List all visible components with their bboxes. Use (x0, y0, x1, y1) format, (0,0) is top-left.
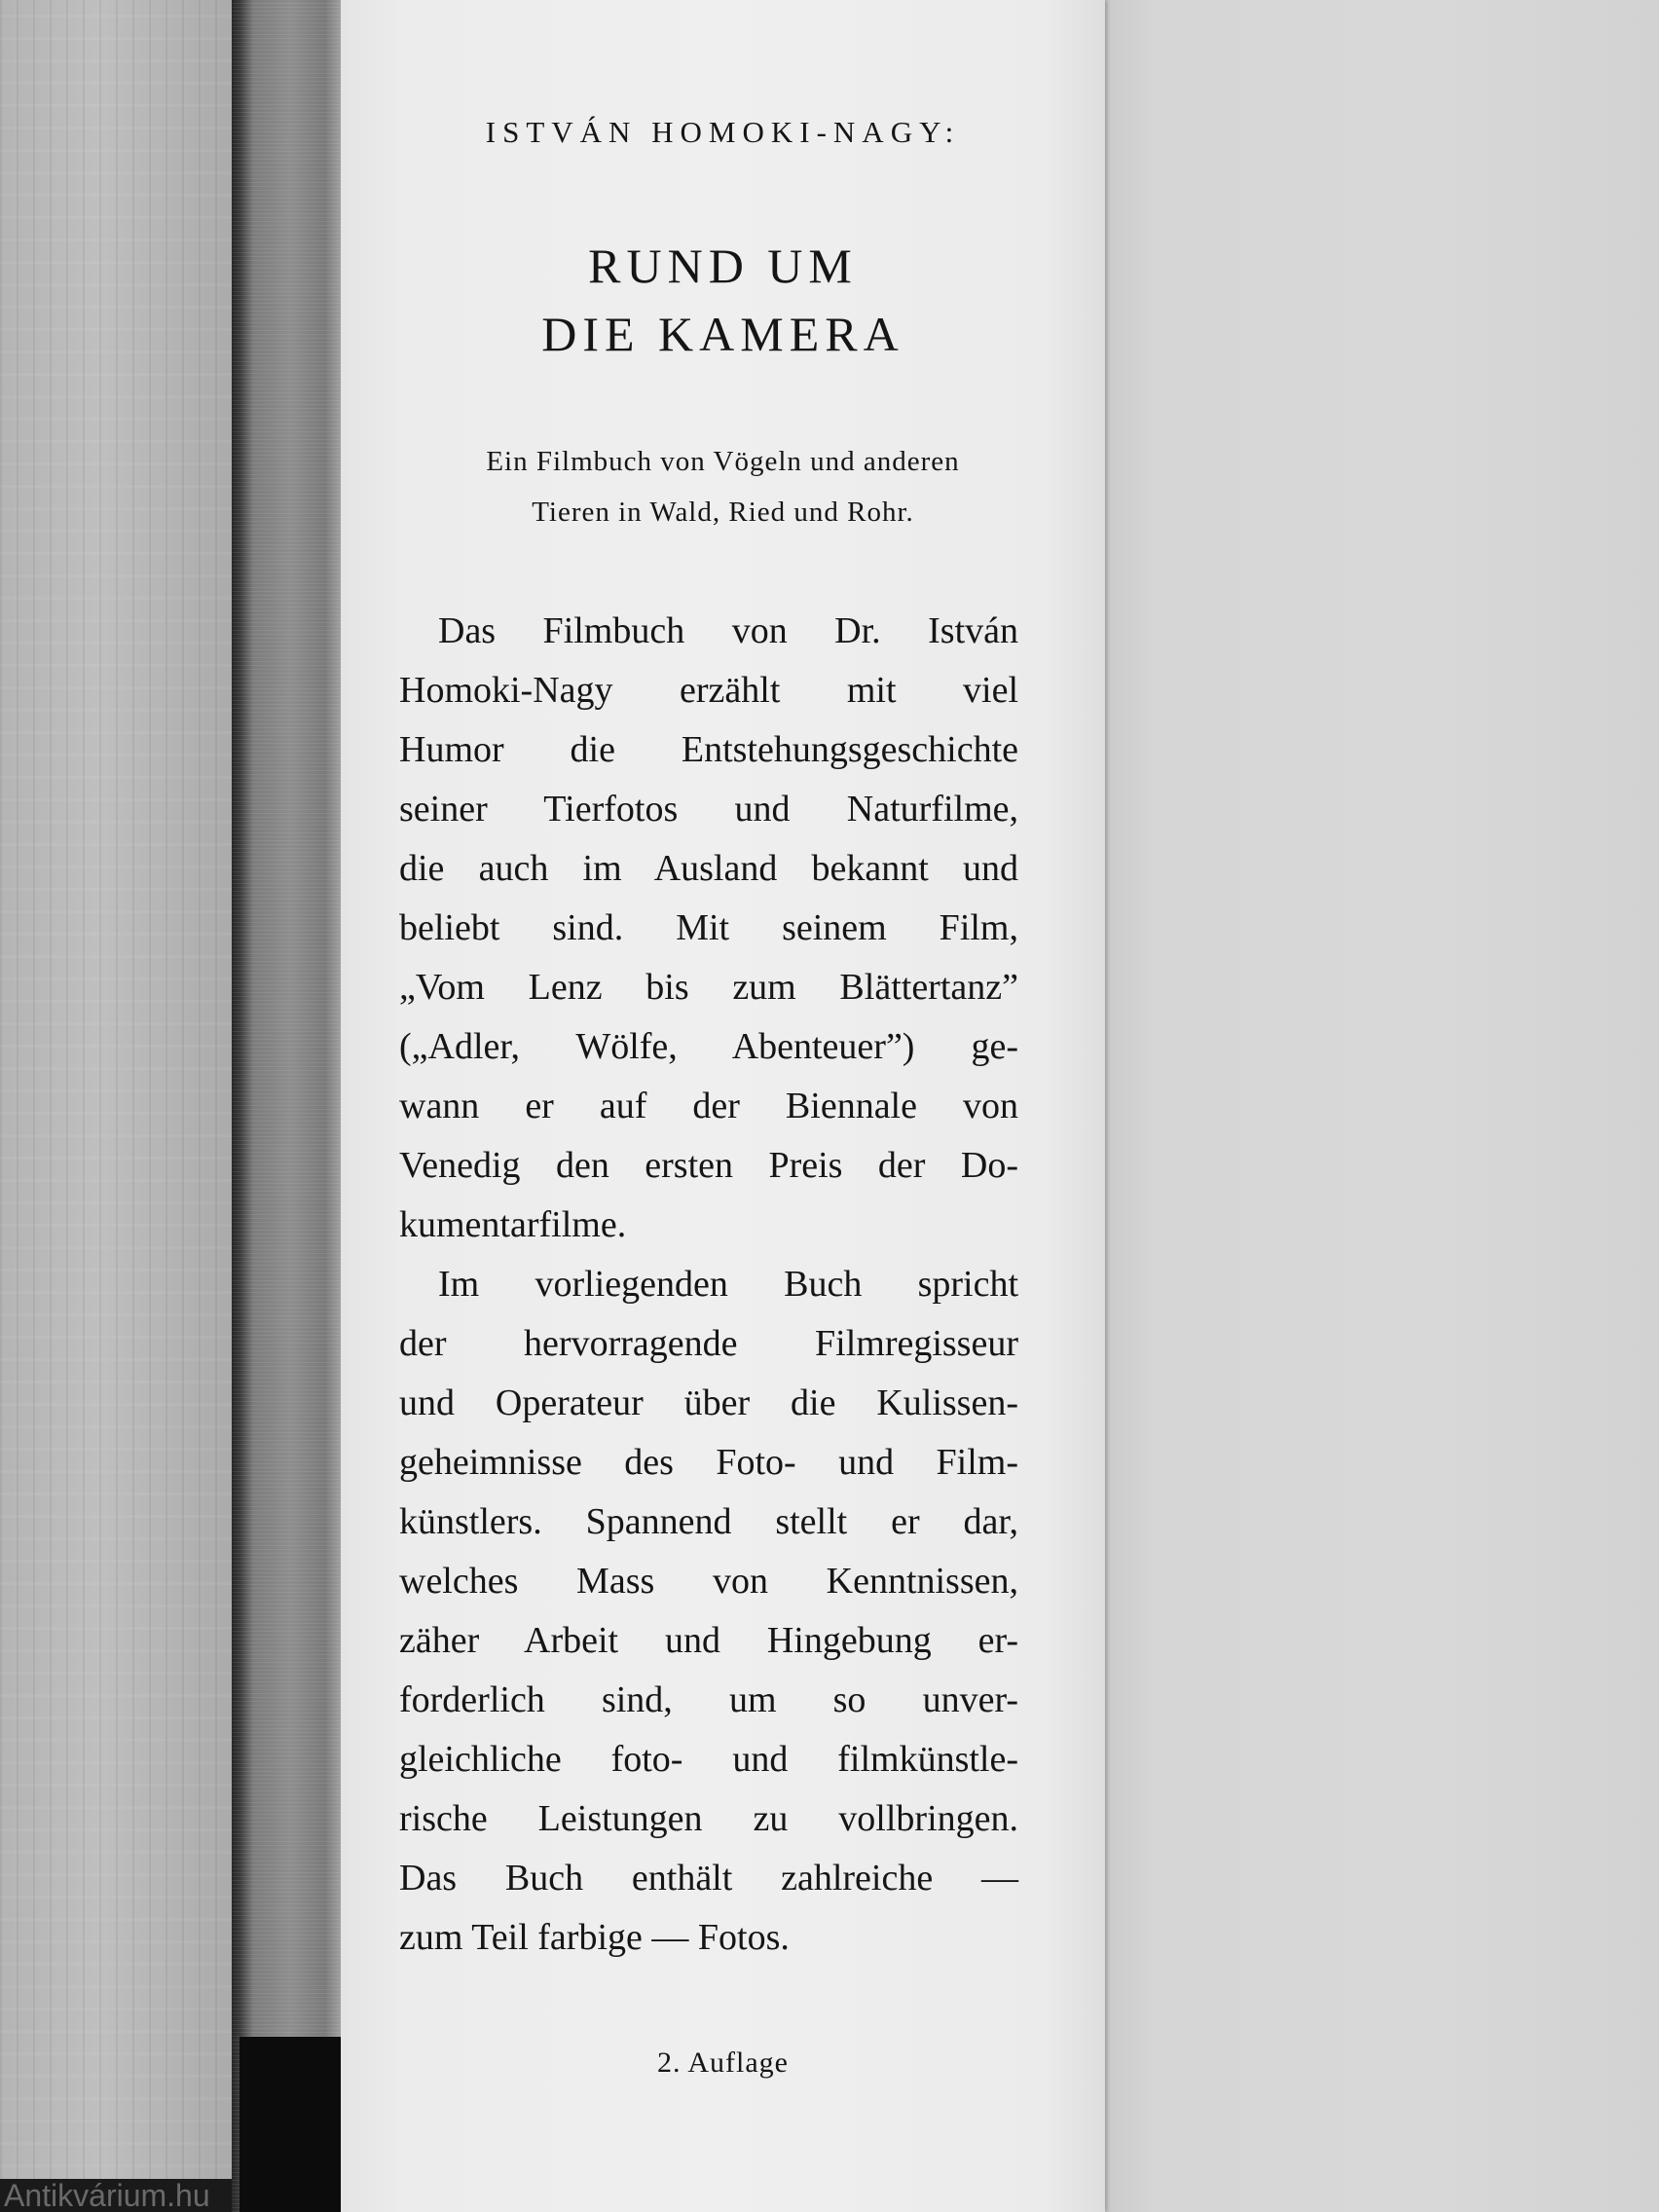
blurb-line: Homoki-Nagy erzählt mit viel (399, 670, 1018, 711)
blurb-line: zum Teil farbige — Fotos. (399, 1917, 790, 1958)
watermark-text: Antikvárium.hu (0, 2179, 243, 2212)
blurb-line: kumentarfilme. (399, 1204, 627, 1245)
blurb-line: rische Leistungen zu vollbringen. (399, 1798, 1018, 1839)
spine-label (240, 2037, 347, 2212)
dust-jacket-flap (341, 0, 1105, 2212)
book-subtitle (341, 436, 1105, 537)
blurb-line: Venedig den ersten Preis der Do- (399, 1145, 1018, 1186)
subtitle-line: Ein Filmbuch von Vögeln und anderen (486, 446, 960, 477)
blurb-line: „Vom Lenz bis zum Blättertanz” (399, 967, 1018, 1008)
subtitle-line: Tieren in Wald, Ried und Rohr. (532, 497, 914, 528)
blurb-line: Das Filmbuch von Dr. István (438, 610, 1018, 651)
edition-note: 2. Auflage (657, 2046, 789, 2079)
blurb-line: die auch im Ausland bekannt und (399, 848, 1018, 889)
blurb-line: künstlers. Spannend stellt er dar, (399, 1501, 1018, 1542)
blurb-text (399, 602, 1018, 1968)
left-cover-board (0, 0, 243, 2212)
title-line: RUND UM (588, 239, 858, 293)
author-name: ISTVÁN HOMOKI-NAGY: (485, 115, 961, 149)
blurb-line: zäher Arbeit und Hingebung er- (399, 1620, 1018, 1661)
blurb-line: und Operateur über die Kulissen- (399, 1382, 1018, 1423)
blurb-line: Das Buch enthält zahlreiche — (399, 1858, 1018, 1899)
book-title (341, 232, 1105, 368)
blurb-line: Humor die Entstehungsgeschichte (399, 729, 1018, 770)
book-spine (232, 0, 347, 2212)
blurb-line: geheimnisse des Foto- und Film- (399, 1442, 1018, 1483)
blurb-line: Im vorliegenden Buch spricht (438, 1264, 1018, 1305)
blurb-line: („Adler, Wölfe, Abenteuer”) ge- (399, 1026, 1018, 1067)
background-page (1100, 0, 1659, 2212)
blurb-line: wann er auf der Biennale von (399, 1086, 1018, 1126)
blurb-line: gleichliche foto- und filmkünstle- (399, 1739, 1018, 1780)
blurb-line: seiner Tierfotos und Naturfilme, (399, 789, 1018, 830)
blurb-line: der hervorragende Filmregisseur (399, 1323, 1018, 1364)
title-line: DIE KAMERA (541, 307, 904, 361)
blurb-line: forderlich sind, um so unver- (399, 1679, 1018, 1720)
blurb-line: welches Mass von Kenntnissen, (399, 1561, 1018, 1602)
blurb-line: beliebt sind. Mit seinem Film, (399, 907, 1018, 948)
